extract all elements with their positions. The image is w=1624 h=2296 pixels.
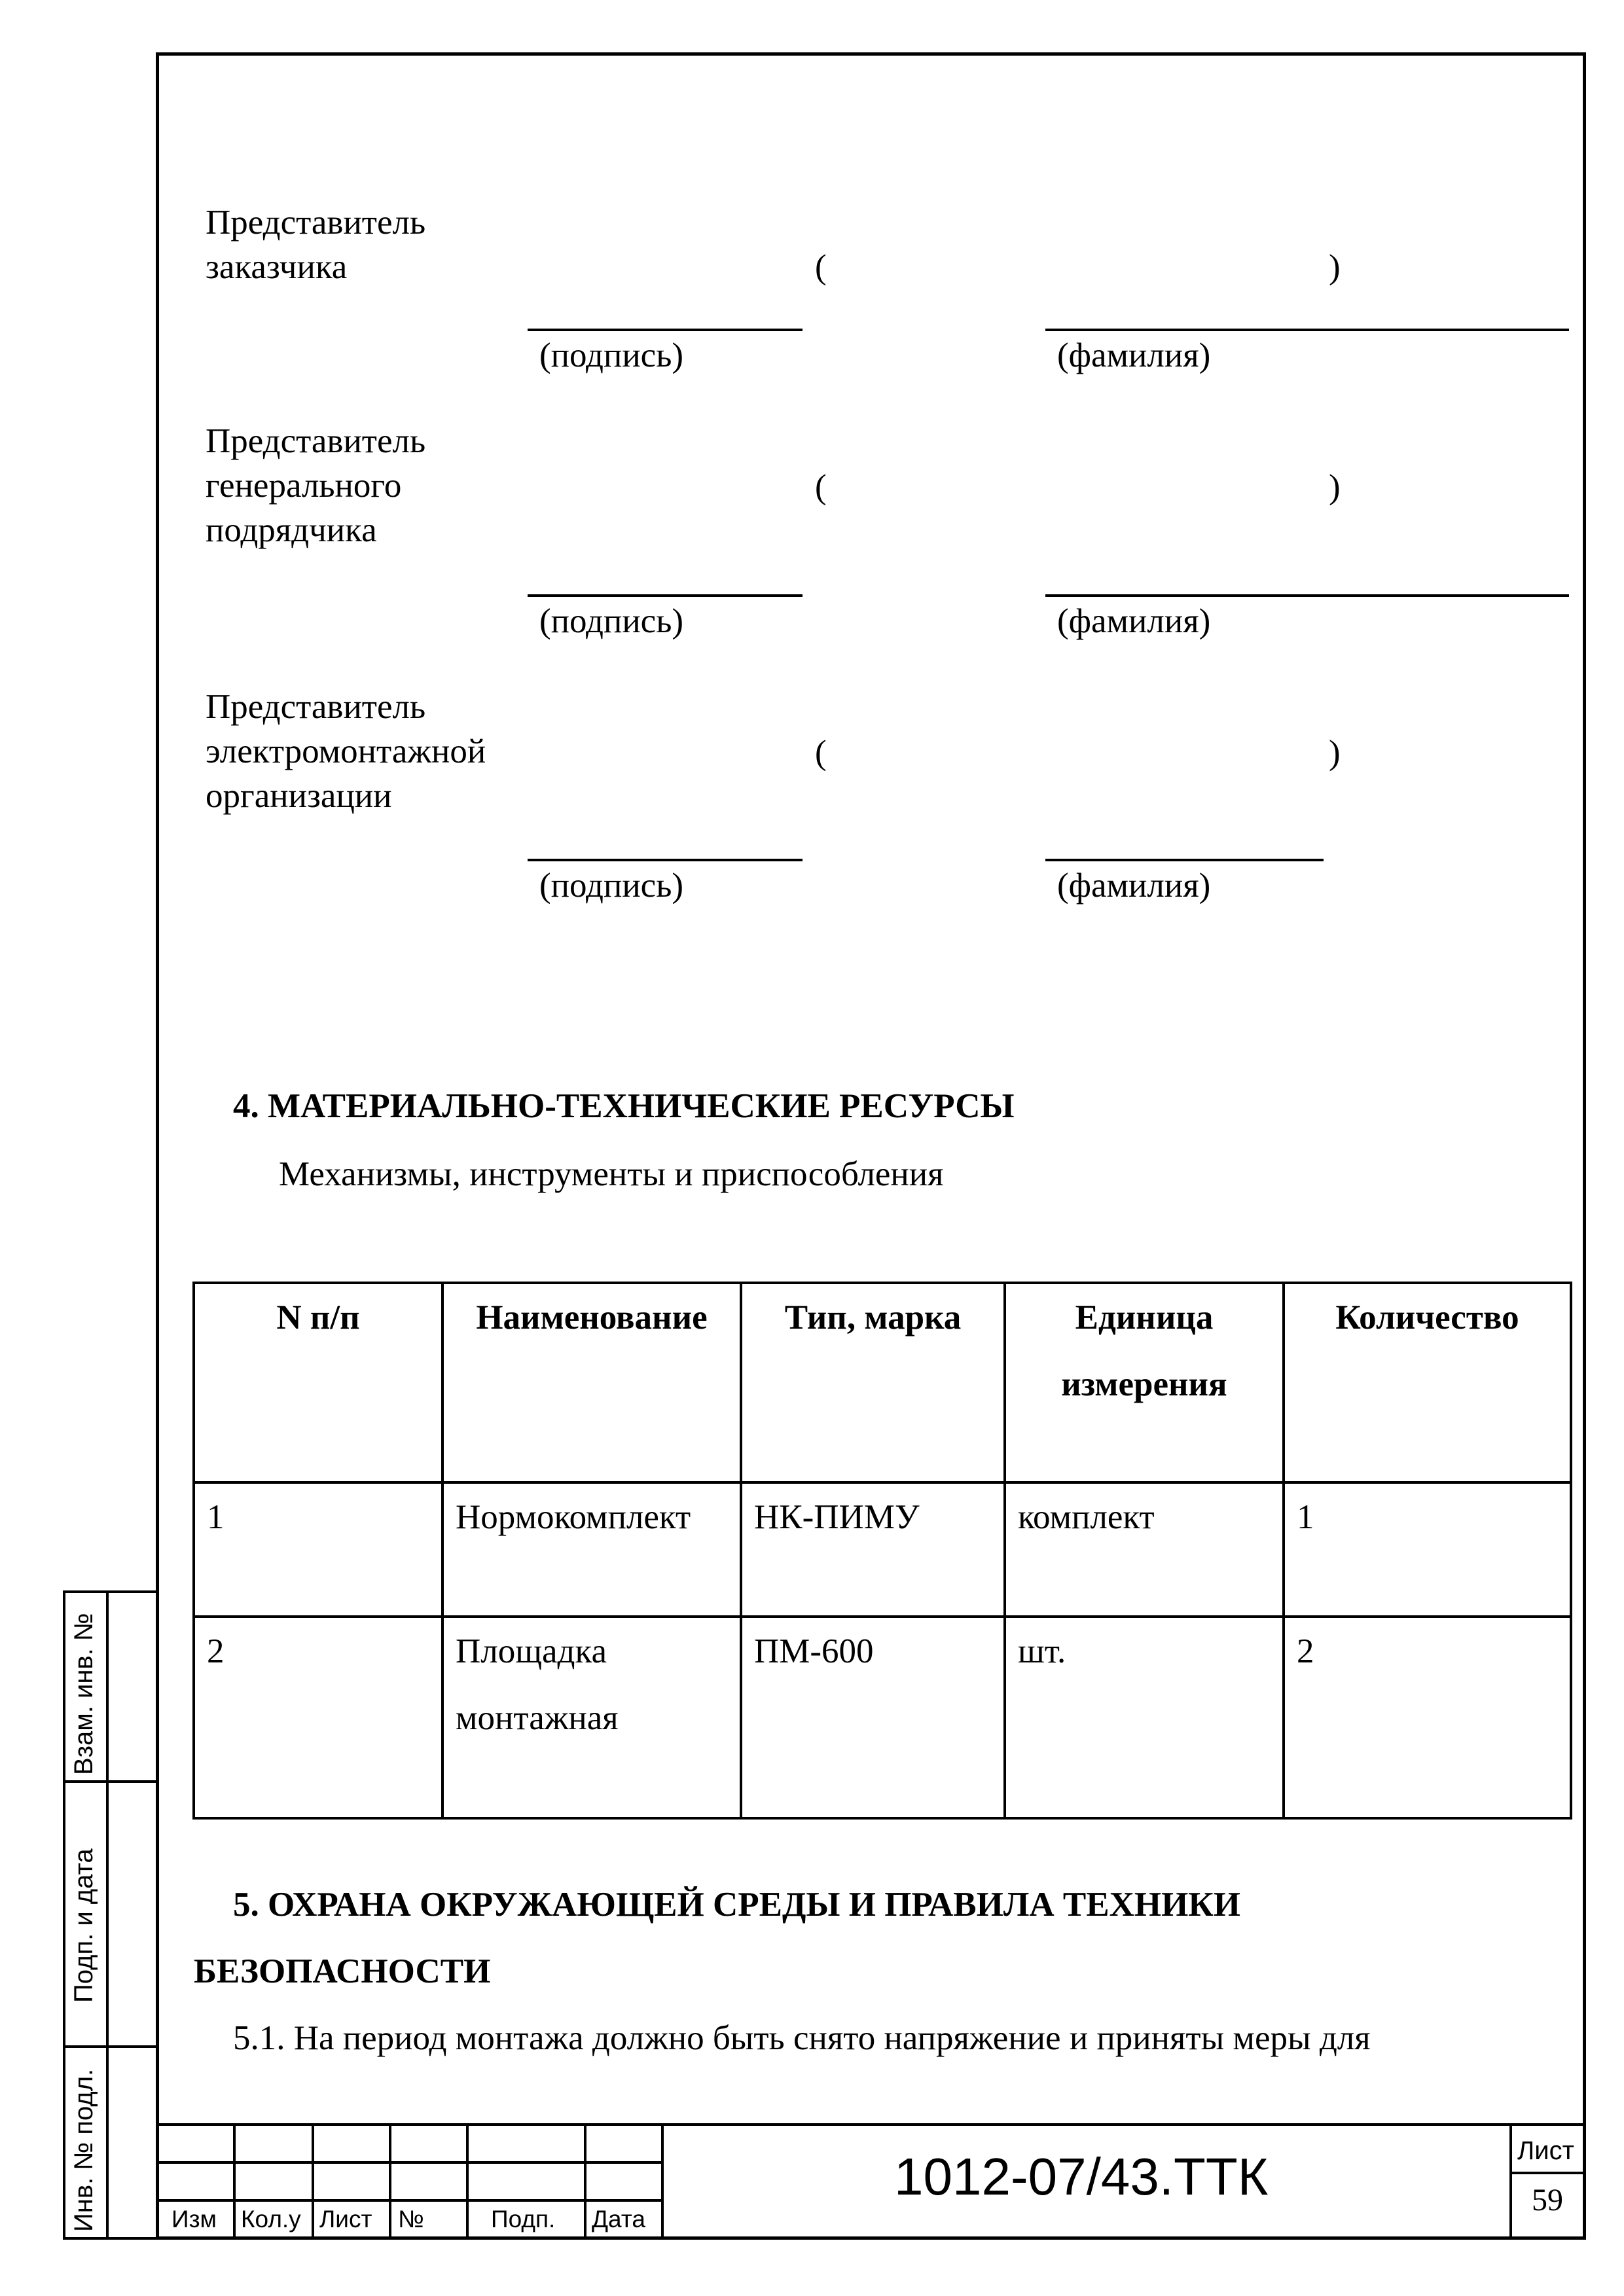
side-stamp-vzam: Взам. инв. № — [69, 1613, 98, 1775]
title-block-col-line — [389, 2123, 391, 2240]
resources-table — [192, 1282, 1572, 1820]
title-block-col-line — [466, 2123, 469, 2240]
table-cell: ПМ-600 — [741, 1617, 1005, 1818]
signature-role-2: Представитель генерального подрядчика — [206, 422, 426, 549]
title-block-sheet-divider — [1509, 2172, 1586, 2174]
title-col-podp: Подп. — [491, 2206, 556, 2233]
header-cell: Единица измерения — [1005, 1283, 1284, 1482]
table-cell: 2 — [1284, 1617, 1571, 1818]
side-stamp-outer-line — [63, 1590, 65, 2240]
header-cell: Наименование — [442, 1283, 741, 1482]
table-cell: 1 — [1284, 1482, 1571, 1617]
title-block-col-line — [584, 2123, 586, 2240]
title-block-row-line — [156, 2199, 663, 2202]
header-cell: Количество — [1284, 1283, 1571, 1482]
sheet-label: Лист — [1517, 2136, 1574, 2165]
document-code: 1012-07/43.ТТК — [894, 2147, 1269, 2206]
section-4-heading: 4. МАТЕРИАЛЬНО-ТЕХНИЧЕСКИЕ РЕСУРСЫ — [233, 1087, 1015, 1125]
table-row — [194, 1617, 1571, 1818]
side-stamp-divider — [63, 1590, 156, 1593]
sign-caption-1: (подпись) — [539, 336, 684, 374]
sign-caption-3: (подпись) — [539, 867, 684, 905]
title-col-number: № — [398, 2206, 424, 2233]
table-header-row — [194, 1283, 1571, 1482]
table-row — [194, 1482, 1571, 1617]
section-5-heading-line2: БЕЗОПАСНОСТИ — [194, 1952, 491, 1990]
side-stamp-inner-line — [106, 1590, 109, 2240]
sheet-number: 59 — [1532, 2183, 1563, 2217]
header-cell: N п/п — [194, 1283, 442, 1482]
signature-line-3 — [528, 859, 803, 861]
table-cell: Нормокомплект — [442, 1482, 741, 1617]
table-cell: 1 — [194, 1482, 442, 1617]
title-block-row-line — [156, 2161, 663, 2164]
side-stamp-podp: Подп. и дата — [69, 1848, 98, 2003]
signature-role-3: Представитель электромонтажной организации — [206, 688, 486, 815]
side-stamp-inv: Инв. № подл. — [69, 2068, 98, 2232]
paren-close-1: ) — [1329, 248, 1341, 286]
section-5-paragraph: 5.1. На период монтажа должно быть снято напряжение и приняты меры для — [233, 2019, 1371, 2057]
title-block-top-line — [156, 2123, 1586, 2126]
paren-open-2: ( — [815, 468, 827, 506]
table-cell: шт. — [1005, 1617, 1284, 1818]
name-caption-1: (фамилия) — [1057, 336, 1211, 374]
name-line-2 — [1045, 594, 1569, 597]
title-block-col-line — [661, 2123, 664, 2240]
sign-caption-2: (подпись) — [539, 602, 684, 640]
paren-close-2: ) — [1329, 468, 1341, 506]
header-cell: Тип, марка — [741, 1283, 1005, 1482]
side-stamp-divider — [63, 2045, 156, 2048]
title-block-col-line — [312, 2123, 314, 2240]
paren-open-1: ( — [815, 248, 827, 286]
name-line-3 — [1045, 859, 1324, 861]
name-caption-2: (фамилия) — [1057, 602, 1211, 640]
table-cell: 2 — [194, 1617, 442, 1818]
table-cell: Площадка монтажная — [442, 1617, 741, 1818]
paren-open-3: ( — [815, 734, 827, 772]
title-col-izm: Изм — [171, 2206, 217, 2233]
signature-line-1 — [528, 329, 803, 331]
section-5-heading-line1: 5. ОХРАНА ОКРУЖАЮЩЕЙ СРЕДЫ И ПРАВИЛА ТЕХНИКИ — [233, 1886, 1240, 1924]
signature-line-2 — [528, 594, 803, 597]
title-col-data: Дата — [592, 2206, 645, 2233]
side-stamp-divider — [63, 1780, 156, 1783]
title-col-list: Лист — [319, 2206, 372, 2233]
side-stamp-divider — [63, 2237, 156, 2240]
title-block-col-line — [233, 2123, 236, 2240]
table-cell: НК-ПИМУ — [741, 1482, 1005, 1617]
name-line-1 — [1045, 329, 1569, 331]
title-col-kolu: Кол.у — [241, 2206, 301, 2233]
name-caption-3: (фамилия) — [1057, 867, 1211, 905]
paren-close-3: ) — [1329, 734, 1341, 772]
table-cell: комплект — [1005, 1482, 1284, 1617]
title-block-sheet-line — [1509, 2123, 1512, 2240]
signature-role-1: Представитель заказчика — [206, 204, 426, 286]
section-4-subheading: Механизмы, инструменты и приспособления — [279, 1155, 944, 1193]
